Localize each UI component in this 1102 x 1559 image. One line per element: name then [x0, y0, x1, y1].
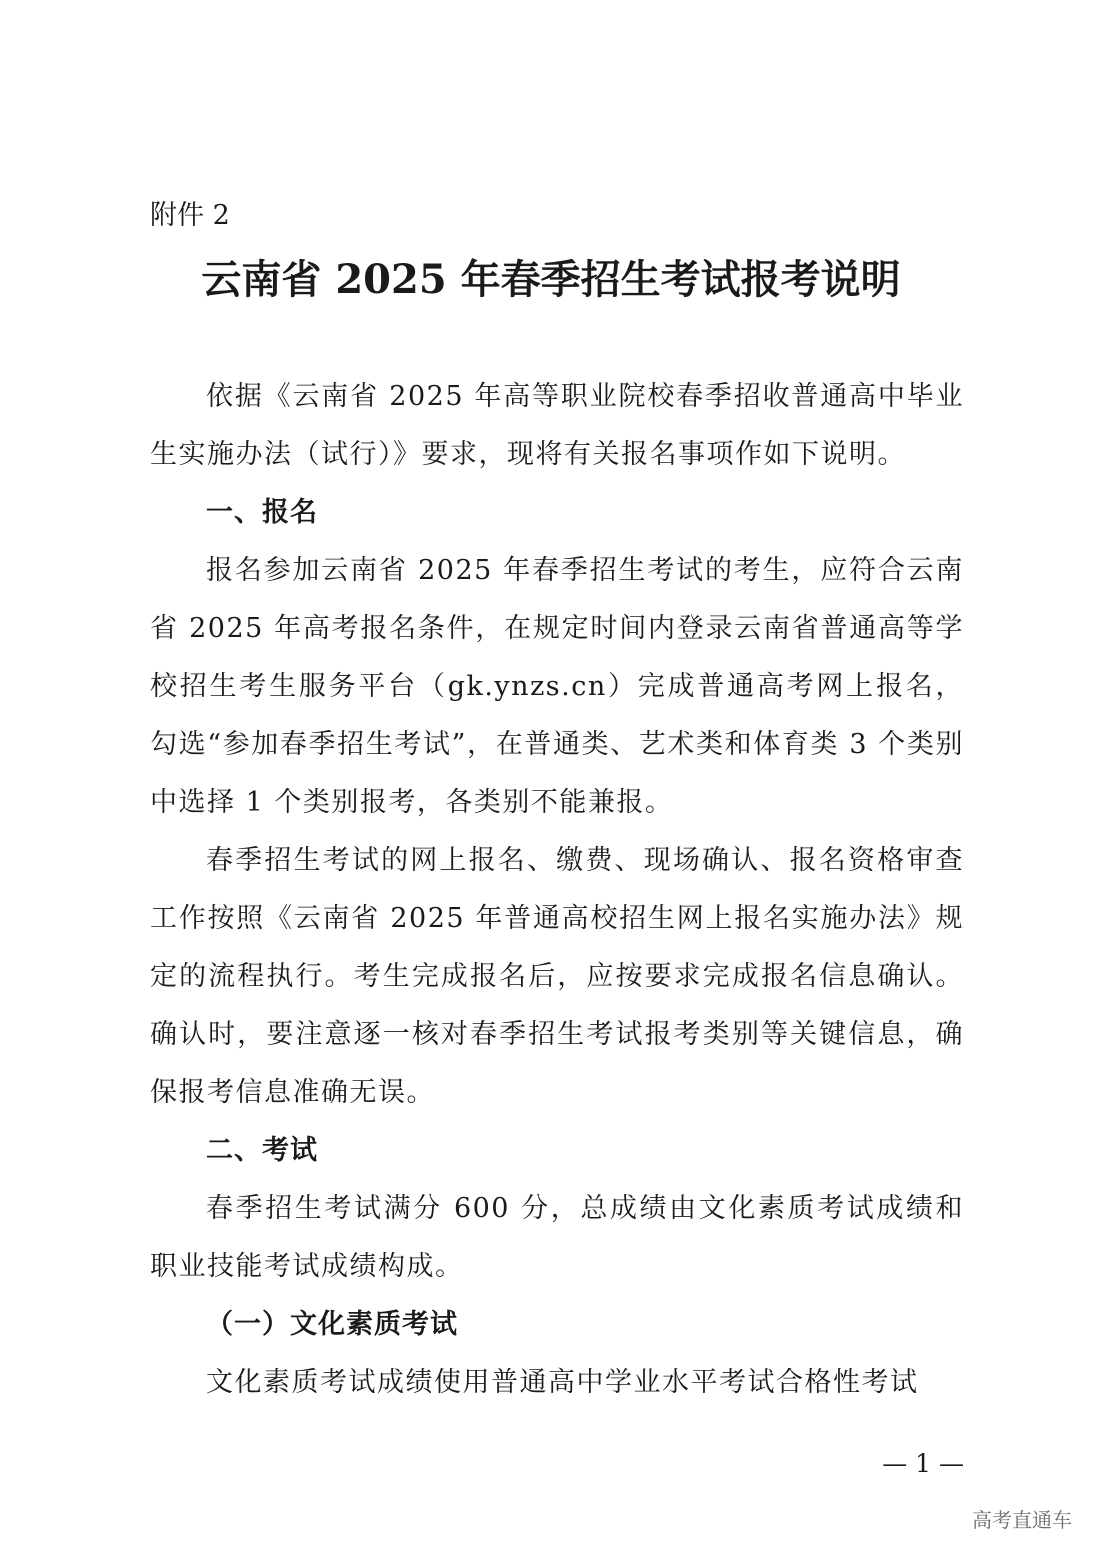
document-title: 云南省 2025 年春季招生考试报考说明 — [201, 256, 901, 303]
subsection-heading-cultural-exam: （一）文化素质考试 — [206, 1309, 458, 1340]
section-heading-registration: 一、报名 — [206, 497, 318, 528]
intro-paragraph: 依据《云南省 2025 年高等职业院校春季招收普通高中毕业生实施办法（试行）》要求，现将有关报名事项作如下说明。 — [150, 381, 964, 470]
document-body — [150, 368, 964, 1412]
cultural-exam-paragraph: 文化素质考试成绩使用普通高中学业水平考试合格性考试 — [206, 1367, 919, 1398]
attachment-label: 附件 2 — [150, 200, 230, 231]
registration-paragraph-2: 春季招生考试的网上报名、缴费、现场确认、报名资格审查工作按照《云南省 2025 年普通高校招生网上报名实施办法》规定的流程执行。考生完成报名后，应按要求完成报名信息确认。确认时，要注意逐一核对春季招生考试报考类别等关键信息，确保报考信息准确无误。 — [150, 845, 964, 1108]
section-heading-exam: 二、考试 — [206, 1135, 318, 1166]
watermark: 高考直通车 — [972, 1508, 1072, 1532]
registration-paragraph-1: 报名参加云南省 2025 年春季招生考试的考生，应符合云南省 2025 年高考报名条件，在规定时间内登录云南省普通高等学校招生考生服务平台（gk.ynzs.cn）完成普通高考网上报名，勾选“参加春季招生考试”，在普通类、艺术类和体育类 3 个类别中选择 1 个类别报考，各类别不能兼报。 — [150, 555, 964, 818]
exam-paragraph-1: 春季招生考试满分 600 分，总成绩由文化素质考试成绩和职业技能考试成绩构成。 — [150, 1193, 964, 1282]
page-number: — 1 — — [882, 1449, 964, 1478]
